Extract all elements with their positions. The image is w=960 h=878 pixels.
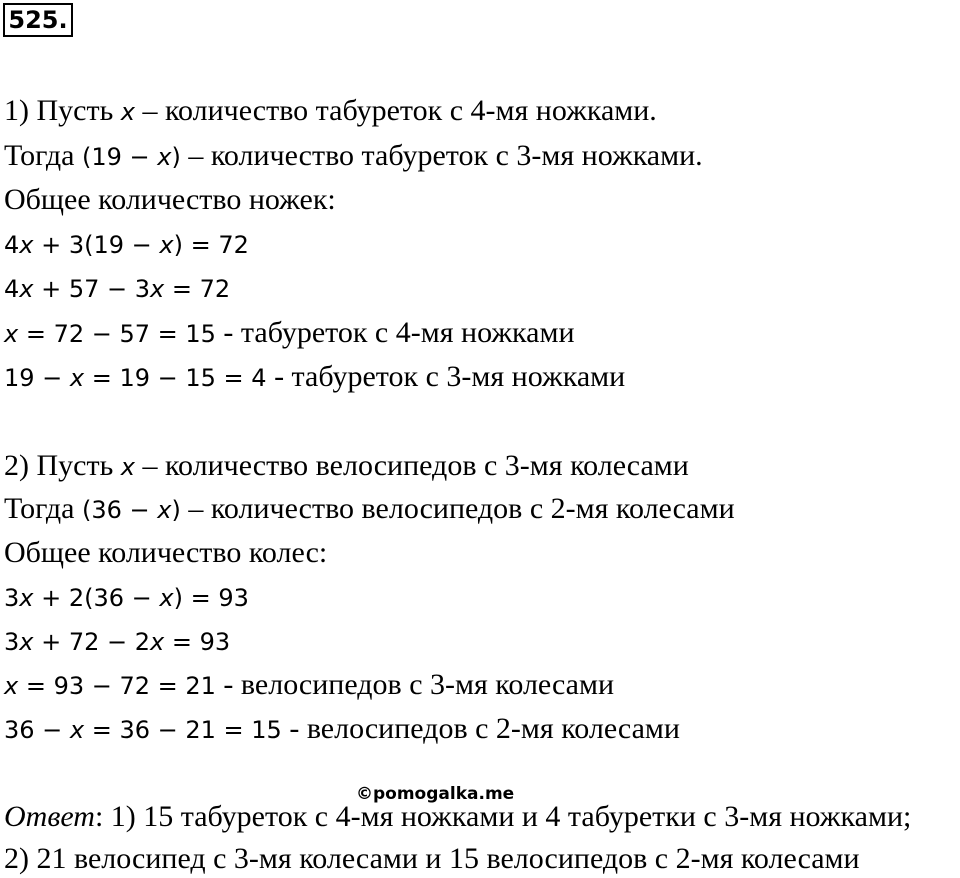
- part1-equation-4: 19 − x = 19 − 15 = 4 - табуреток с 3-мя ножками: [4, 360, 626, 393]
- part1-then-expr-open: (19 −: [81, 143, 158, 171]
- variable-x: x: [150, 275, 165, 303]
- variable-x: x: [19, 231, 34, 259]
- part2-then-expr-close: ): [171, 496, 181, 524]
- part2-then-desc: – количество велосипедов с 2-мя колесами: [180, 492, 735, 525]
- variable-x: x: [157, 143, 172, 171]
- variable-x: x: [159, 231, 174, 259]
- variable-x: x: [150, 628, 165, 656]
- part1-equation-1: 4x + 3(19 − x) = 72: [4, 231, 249, 259]
- variable-x: x: [157, 496, 172, 524]
- variable-x: x: [4, 672, 19, 700]
- part2-then-text: Тогда: [4, 492, 82, 525]
- answer-line-2: 2) 21 велосипед с 3-мя колесами и 15 велосипедов с 2-мя колесами: [4, 842, 860, 875]
- part2-total-label: Общее количество колес:: [4, 536, 328, 569]
- variable-x: x: [120, 453, 135, 481]
- part2-equation-3-note: - велосипедов с 3-мя колесами: [215, 668, 615, 701]
- part1-then-desc: – количество табуреток с 3-мя ножками.: [180, 139, 703, 172]
- answer-line-1: [4, 798, 911, 836]
- variable-x: x: [19, 275, 34, 303]
- part1-total-label: Общее количество ножек:: [4, 183, 336, 216]
- variable-x: x: [69, 364, 85, 392]
- part1-intro-desc: – количество табуреток с 4-мя ножками.: [134, 94, 657, 127]
- part2-equation-3: x = 93 − 72 = 21 - велосипедов с 3-мя колесами: [4, 668, 615, 701]
- part2-intro-line: [4, 447, 689, 485]
- variable-x: x: [19, 584, 34, 612]
- part2-equation-4-note: - велосипедов с 2-мя колесами: [281, 712, 680, 745]
- variable-x: x: [120, 98, 135, 126]
- variable-x: x: [19, 628, 34, 656]
- part2-then-line: [4, 490, 735, 528]
- part1-then-text: Тогда: [4, 139, 82, 172]
- variable-x: x: [159, 584, 174, 612]
- watermark: ©pomogalka.me: [356, 784, 515, 804]
- part1-then-expr-close: ): [171, 143, 181, 171]
- problem-number: 525.: [3, 3, 73, 37]
- answer-text-1: : 1) 15 табуреток с 4-мя ножками и 4 табуретки с 3-мя ножками;: [94, 800, 912, 833]
- answer-label: Ответ: [4, 800, 95, 833]
- part1-then-line: [4, 137, 703, 175]
- part1-intro-text: 1) Пусть: [4, 94, 121, 127]
- part1-equation-4-note: - табуреток с 3-мя ножками: [266, 360, 626, 393]
- part2-equation-4: 36 − x = 36 − 21 = 15 - велосипедов с 2-мя колесами: [4, 712, 680, 745]
- variable-x: x: [4, 320, 19, 348]
- part2-intro-desc: – количество велосипедов с 3-мя колесами: [134, 449, 689, 482]
- part2-then-expr-open: (36 −: [81, 496, 158, 524]
- part2-intro-text: 2) Пусть: [4, 449, 121, 482]
- part1-intro-line: [4, 92, 657, 130]
- part2-equation-2: 3x + 72 − 2x = 93: [4, 628, 231, 656]
- part1-equation-3: x = 72 − 57 = 15 - табуреток с 4-мя ножками: [4, 316, 575, 349]
- part1-equation-3-note: - табуреток с 4-мя ножками: [215, 316, 575, 349]
- part1-equation-2: 4x + 57 − 3x = 72: [4, 275, 231, 303]
- part2-equation-1: 3x + 2(36 − x) = 93: [4, 584, 249, 612]
- variable-x: x: [69, 716, 85, 744]
